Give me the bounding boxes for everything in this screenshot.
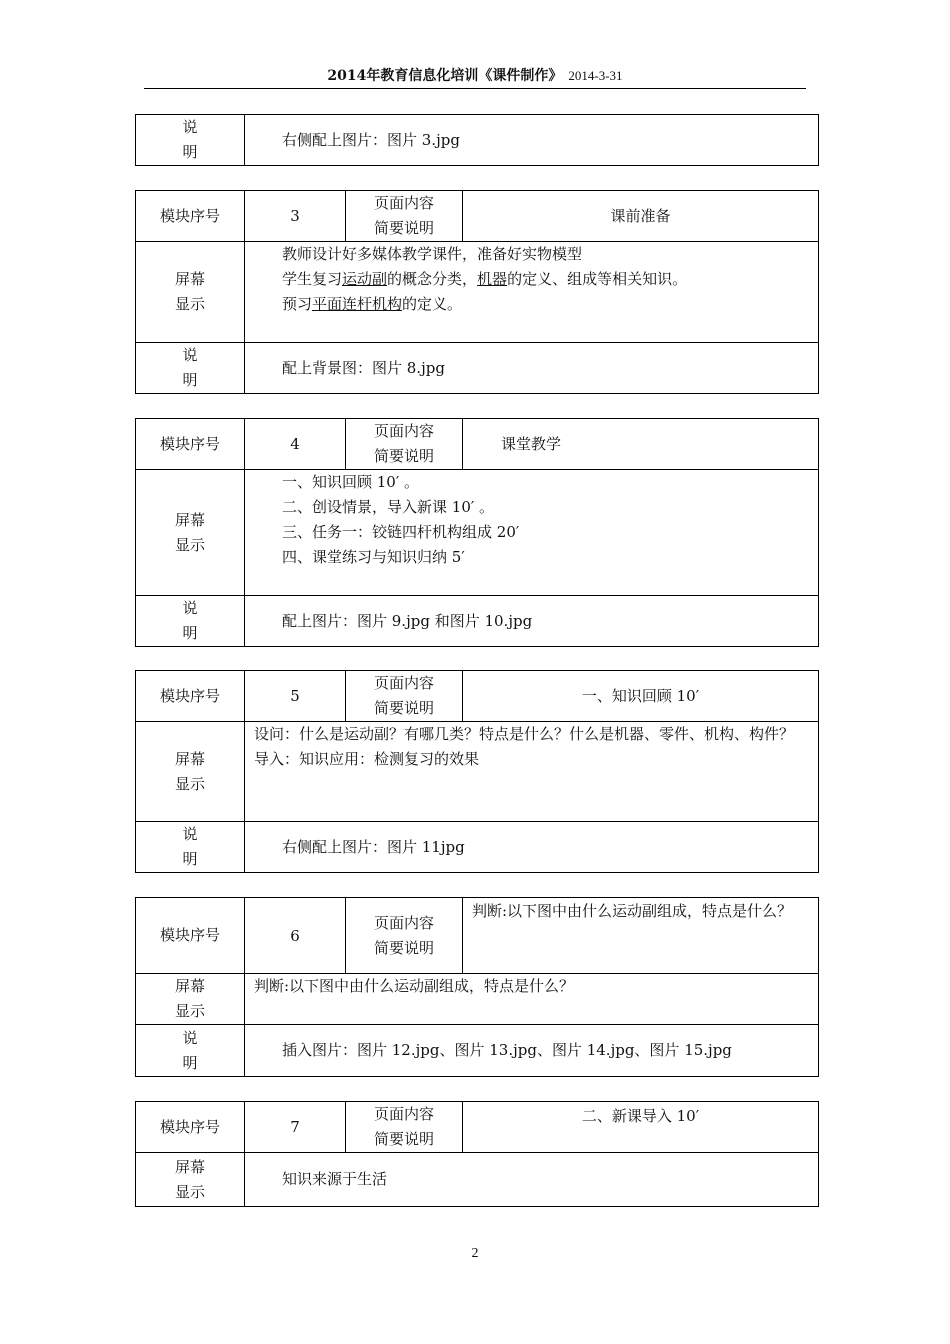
screen-line: 导入：知识应用：检测复习的效果 xyxy=(254,750,480,768)
screen-content: 知识来源于生活 xyxy=(245,1153,819,1207)
screen-line: 三、任务一：铰链四杆机构组成 20′ xyxy=(282,523,520,541)
module-title: 课堂教学 xyxy=(463,419,819,470)
screen-label: 屏幕 显示 xyxy=(136,722,245,822)
module-header-row xyxy=(136,1102,819,1153)
note-label: 说 明 xyxy=(136,343,245,394)
screen-row xyxy=(136,470,819,596)
screen-row xyxy=(136,1153,819,1207)
module-table-4 xyxy=(135,418,819,647)
note-row xyxy=(136,596,819,647)
note-text: 配上图片：图片 9.jpg 和图片 10.jpg xyxy=(245,596,819,647)
module-no-value: 5 xyxy=(245,671,346,722)
screen-content xyxy=(245,470,819,596)
screen-line: 预习平面连杆机构的定义。 xyxy=(282,295,463,313)
note-row xyxy=(136,343,819,394)
screen-line: 学生复习运动副的概念分类，机器的定义、组成等相关知识。 xyxy=(282,270,688,288)
screen-line: 设问：什么是运动副？有哪几类？特点是什么？什么是机器、零件、机构、构件？ xyxy=(254,725,795,743)
screen-row xyxy=(136,242,819,343)
module-title: 一、知识回顾 10′ xyxy=(463,671,819,722)
screen-content xyxy=(245,242,819,343)
module-no-value: 6 xyxy=(245,898,346,974)
module-title: 课前准备 xyxy=(463,191,819,242)
module-title: 二、新课导入 10′ xyxy=(463,1102,819,1153)
screen-label: 屏幕 显示 xyxy=(136,242,245,343)
link-machine[interactable]: 机器 xyxy=(477,270,508,288)
note-text: 插入图片：图片 12.jpg、图片 13.jpg、图片 14.jpg、图片 15.jpg xyxy=(245,1025,819,1077)
page-number: 2 xyxy=(471,1246,479,1261)
module-table-6 xyxy=(135,897,819,1077)
note-table-prev xyxy=(135,114,819,166)
screen-label: 屏幕 显示 xyxy=(136,1153,245,1207)
module-header-row xyxy=(136,419,819,470)
module-header-row xyxy=(136,898,819,974)
screen-line: 四、课堂练习与知识归纳 5′ xyxy=(282,548,465,566)
module-header-row xyxy=(136,191,819,242)
note-row xyxy=(136,822,819,873)
screen-line: 教师设计好多媒体教学课件，准备好实物模型 xyxy=(282,245,583,263)
screen-row xyxy=(136,974,819,1025)
page-content-label: 页面内容 简要说明 xyxy=(346,671,463,722)
module-table-3 xyxy=(135,190,819,394)
note-label: 说 明 xyxy=(136,1025,245,1077)
page-header xyxy=(144,64,806,89)
module-no-label: 模块序号 xyxy=(136,898,245,974)
screen-content: 判断:以下图中由什么运动副组成，特点是什么？ xyxy=(245,974,819,1025)
note-label: 说 明 xyxy=(136,822,245,873)
link-kinematic-pair[interactable]: 运动副 xyxy=(342,270,388,288)
screen-line: 二、创设情景，导入新课 10′ 。 xyxy=(282,498,495,516)
note-label: 说 明 xyxy=(136,115,245,166)
note-text: 配上背景图：图片 8.jpg xyxy=(245,343,819,394)
module-table-7 xyxy=(135,1101,819,1207)
note-row xyxy=(136,1025,819,1077)
header-date: 2014-3-31 xyxy=(568,68,623,83)
module-table-5 xyxy=(135,670,819,873)
note-text: 右侧配上图片：图片 11jpg xyxy=(245,822,819,873)
module-no-label: 模块序号 xyxy=(136,419,245,470)
page-content-label: 页面内容 简要说明 xyxy=(346,1102,463,1153)
module-header-row xyxy=(136,671,819,722)
header-title: 2014年教育信息化培训《课件制作》 xyxy=(327,68,563,84)
module-no-label: 模块序号 xyxy=(136,671,245,722)
screen-label: 屏幕 显示 xyxy=(136,974,245,1025)
link-planar-linkage[interactable]: 平面连杆机构 xyxy=(312,295,403,313)
module-no-value: 7 xyxy=(245,1102,346,1153)
screen-label: 屏幕 显示 xyxy=(136,470,245,596)
screen-line: 一、知识回顾 10′ 。 xyxy=(282,473,420,491)
page-content-label: 页面内容 简要说明 xyxy=(346,419,463,470)
note-text: 右侧配上图片：图片 3.jpg xyxy=(245,115,819,166)
screen-content xyxy=(245,722,819,822)
module-no-label: 模块序号 xyxy=(136,191,245,242)
module-no-label: 模块序号 xyxy=(136,1102,245,1153)
module-no-value: 4 xyxy=(245,419,346,470)
module-no-value: 3 xyxy=(245,191,346,242)
page-content-label: 页面内容 简要说明 xyxy=(346,191,463,242)
page-content-label: 页面内容 简要说明 xyxy=(346,898,463,974)
module-title: 判断:以下图中由什么运动副组成，特点是什么？ xyxy=(463,898,819,974)
screen-row xyxy=(136,722,819,822)
note-row xyxy=(136,115,819,166)
note-label: 说 明 xyxy=(136,596,245,647)
